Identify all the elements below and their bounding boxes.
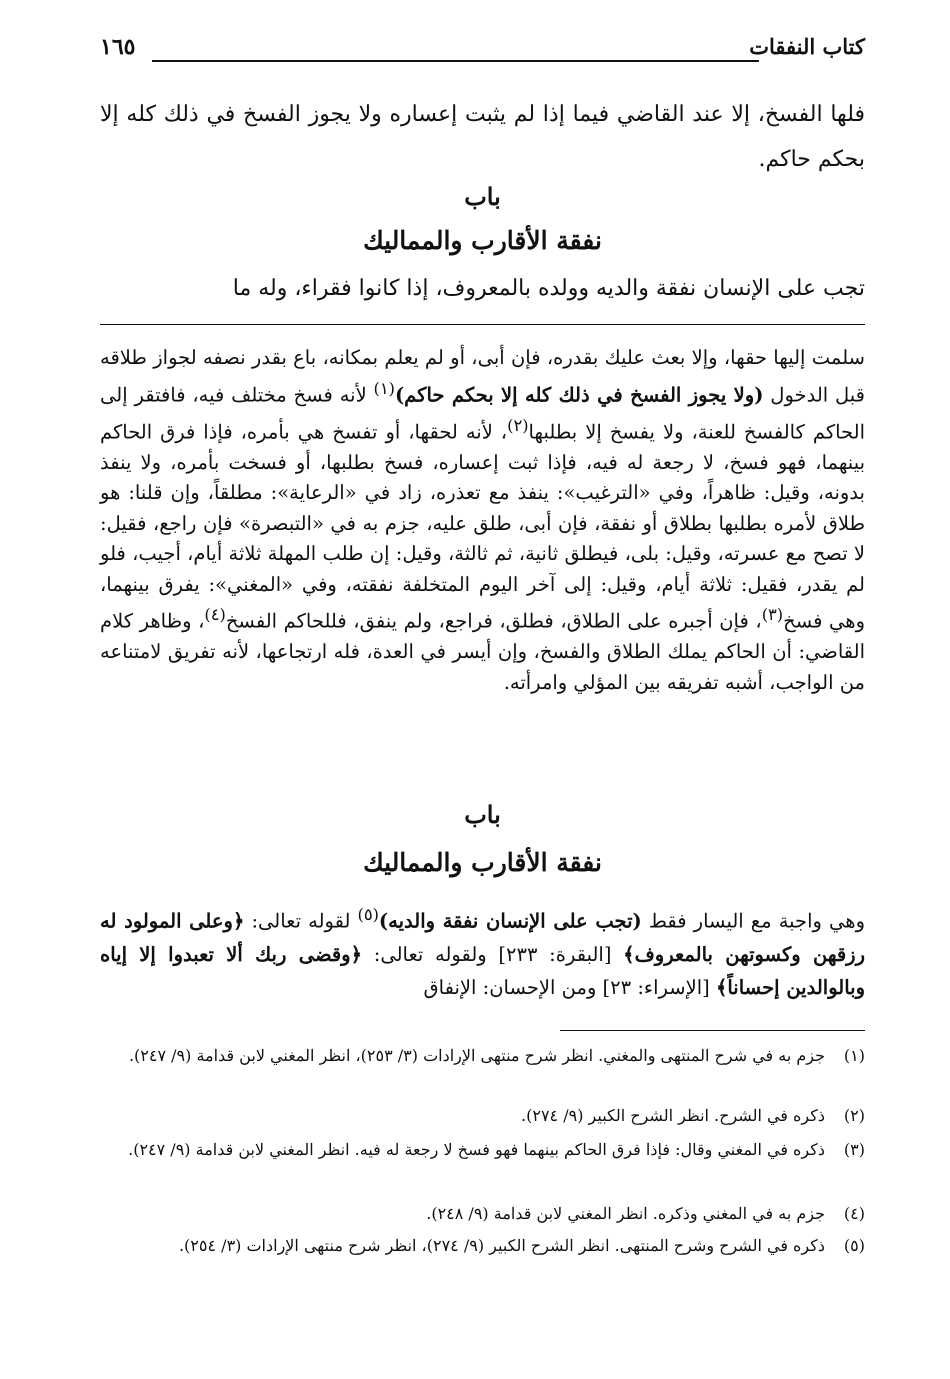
sharh-text: ، وظاهر كلام القاضي: أن الحاكم يملك الطلاق والفسخ، وإن أيسر في العدة، فله ارتجاعها، لأنه تفريق لامتناعه من الواجب، أشبه تفريقه بين المؤلي وامرأته.: [100, 609, 865, 694]
footnote-text: ذكره في الشرح. انظر الشرح الكبير (٩/ ٢٧٤).: [521, 1106, 825, 1125]
running-title: كتاب النفقات: [749, 34, 865, 59]
footnote-number: (٢): [843, 1106, 865, 1125]
footnote-number: (٥): [843, 1236, 865, 1255]
sharh-text: [الإسراء: ٢٣] ومن الإحسان: الإنفاق: [423, 975, 716, 999]
footnote-number: (١): [843, 1046, 865, 1065]
bab-heading: باب: [464, 182, 501, 211]
footnote-5: [100, 1232, 865, 1259]
sharh-text: وهي واجبة مع اليسار فقط: [648, 909, 865, 933]
footnote-ref-3[interactable]: (٣): [761, 605, 784, 624]
quran-verse: ﴿وقضى ربك ألا تعبدوا إلا إياه وبالوالدين إحساناً﴾: [100, 942, 865, 999]
footnote-text: جزم به في المغني وذكره. انظر المغني لابن قدامة (٩/ ٢٤٨).: [426, 1204, 825, 1223]
footnote-ref-1[interactable]: (١): [373, 378, 395, 398]
sharh-text: ، فإن أجبره على الطلاق، فطلق، فراجع، ولم ينفق، فللحاكم الفسخ: [225, 609, 762, 633]
sharh-text: لقوله تعالى:: [244, 909, 358, 933]
footnote-4: [100, 1200, 865, 1227]
footnote-3: [100, 1136, 865, 1163]
chapter-title: نفقة الأقارب والمماليك: [363, 226, 602, 255]
quoted-matn: (ولا يجوز الفسخ في ذلك كله إلا بحكم حاكم): [394, 383, 764, 406]
footnote-text: ذكره في المغني وقال: فإذا فرق الحاكم بينهما فهو فسخ لا رجعة له فيه. انظر المغني لابن قدامة (٩/ ٢٤٧).: [128, 1140, 825, 1159]
sharh-text: سلمت إليها حقها، وإلا بعث عليك بقدره، فإن أبى، أو لم يعلم بمكانه، باع بقدر نصفه لجواز طلاقه قبل الدخول: [100, 346, 865, 406]
footnote-ref-5[interactable]: (٥): [357, 905, 379, 924]
footnote-1: [100, 1042, 865, 1069]
matn-sharh-divider: [100, 324, 865, 325]
footnote-number: (٤): [843, 1204, 865, 1223]
footnote-2: [100, 1102, 865, 1129]
footnote-number: (٣): [843, 1140, 865, 1159]
header-rule: [152, 60, 759, 62]
footnote-text: جزم به في شرح المنتهى والمغني. انظر شرح منتهى الإرادات (٣/ ٢٥٣)، انظر المغني لابن قدامة (٩/ ٢٤٧).: [128, 1046, 825, 1065]
sharh-text: [البقرة: ٢٣٣] ولقوله تعالى:: [362, 942, 624, 966]
sharh-paragraph-1: [100, 343, 865, 698]
sharh-text: لأنه فسخ مختلف فيه، فافتقر إلى الحاكم كالفسخ للعنة، ولا يفسخ إلا بطلبها: [100, 383, 865, 443]
footnote-ref-4[interactable]: (٤): [204, 605, 226, 624]
page-header: [100, 30, 865, 66]
sharh-chapter-title: نفقة الأقارب والمماليك: [363, 848, 602, 877]
sharh-text: ، لأنه لحقها، أو تفسخ هي بأمره، فإذا فرق الحاكم بينهما، فهو فسخ، لا رجعة له فيه، فإذا ثبت إعساره، فسخ بطلبها، أو فسخت بأمره، ولا ينفذ بدونه، وقيل: ظاهراً، وفي «الترغيب»: ينفذ مع تعذره، زاد في «الرعاية»: مطلقاً، وإن قلنا: هو طلاق لأمره بطلبها بطلاق أو نفقة، فإن أبى، طلق عليه، جزم به في «التبصرة» فإن راجع، فقيل: لا تصح مع عسرته، وقيل: بلى، فيطلق ثانية، ثم ثالثة، وقيل: إن طلب المهلة ثلاثة أيام، أجيب، فلو لم يقدر، فقيل: ثلاثة أيام، وقيل: إلى آخر اليوم المتخلفة نفقته، وفي «المغني»: يفرق بينهما، وهي فسخ: [100, 420, 865, 633]
footnote-text: ذكره في الشرح وشرح المنتهى. انظر الشرح الكبير (٩/ ٢٧٤)، انظر شرح منتهى الإرادات (٣/ ٢٥٤).: [178, 1236, 825, 1255]
matn-top-paragraph: فلها الفسخ، إلا عند القاضي فيما إذا لم يثبت إعساره ولا يجوز الفسخ في ذلك كله إلا بحكم حاكم.: [100, 102, 865, 172]
sharh-bab-heading: باب: [464, 800, 501, 829]
matn-chapter-opening: تجب على الإنسان نفقة والديه وولده بالمعروف، إذا كانوا فقراء، وله ما: [232, 276, 865, 301]
quoted-matn: (تجب على الإنسان نفقة والديه): [378, 909, 642, 933]
footnote-ref-2[interactable]: (٢): [507, 415, 529, 435]
page-number: ١٦٥: [100, 34, 136, 60]
sharh-paragraph-2: [100, 898, 865, 1004]
quran-verse: ﴿وعلى المولود له رزقهن وكسوتهن بالمعروف﴾: [100, 909, 865, 966]
footnote-divider: [560, 1030, 865, 1031]
